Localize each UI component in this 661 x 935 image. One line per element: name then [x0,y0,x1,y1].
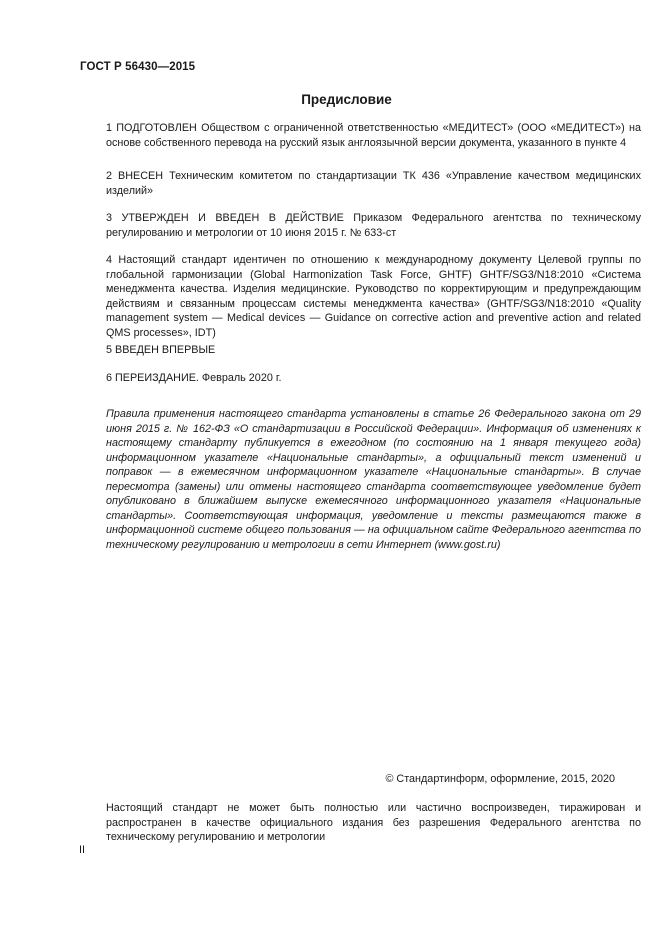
reproduction-notice: Настоящий стандарт не может быть полностью или частично воспроизведен, тиражирован и распространен в качестве официального издания без разрешения Федерального агентства по техническому регулированию и метрологии [106,802,641,843]
copyright-line: © Стандартинформ, оформление, 2015, 2020 [385,773,615,785]
foreword-item-5: 5 ВВЕДЕН ВПЕРВЫЕ [106,344,216,356]
foreword-item-4: 4 Настоящий стандарт идентичен по отношению к международному документу Целевой группы по глобальной гармонизации (Global Harmonization Task Force, GHTF) GHTF/SG3/N18:2010 «Система менеджмента качества. Изделия медицинские. Руководство по корректирующим и предупреждающим действиям и связанным процессам системы менеджмента качества» (GHTF/SG3/N18:2010 «Quality management system — Medical devices — Guidance on corrective action and preventive action and related QMS processes», IDT) [106,254,641,339]
foreword-item-3: 3 УТВЕРЖДЕН И ВВЕДЕН В ДЕЙСТВИЕ Приказом Федерального агентства по техническому регулированию и метрологии от 10 июня 2015 г. № 633-ст [106,212,641,239]
page-title [0,92,661,107]
foreword-item-2: 2 ВНЕСЕН Техническим комитетом по стандартизации ТК 436 «Управление качеством медицинских изделий» [106,170,641,197]
document-code-header: ГОСТ Р 56430—2015 [80,61,196,73]
standard-application-notice: Правила применения настоящего стандарта установлены в статье 26 Федерального закона от 29 июня 2015 г. № 162-ФЗ «О стандартизации в Российской Федерации». Информация об изменениях к настоящему стандарту публикуется в ежегодном (по состоянию на 1 января текущего года) информационном указателе «Национальные стандарты», а официальный текст изменений и поправок — в ежемесячном информационном указателе «Национальные стандарты». В случае пересмотра (замены) или отмены настоящего стандарта соответствующее уведомление будет опубликовано в ближайшем выпуске ежемесячного информационного указателя «Национальные стандарты». Соответствующая информация, уведомление и тексты размещаются также в информационной системе общего пользования — на официальном сайте Федерального агентства по техническому регулированию и метрологии в сети Интернет (www.gost.ru) [106,408,641,551]
page-number: II [79,844,85,856]
page-title-text: Предисловие [301,92,392,107]
foreword-item-1: 1 ПОДГОТОВЛЕН Обществом с ограниченной ответственностью «МЕДИТЕСТ» (ООО «МЕДИТЕСТ») на основе собственного перевода на русский язык англоязычной версии документа, указанного в пункте 4 [106,122,641,149]
foreword-item-6: 6 ПЕРЕИЗДАНИЕ. Февраль 2020 г. [106,372,282,384]
